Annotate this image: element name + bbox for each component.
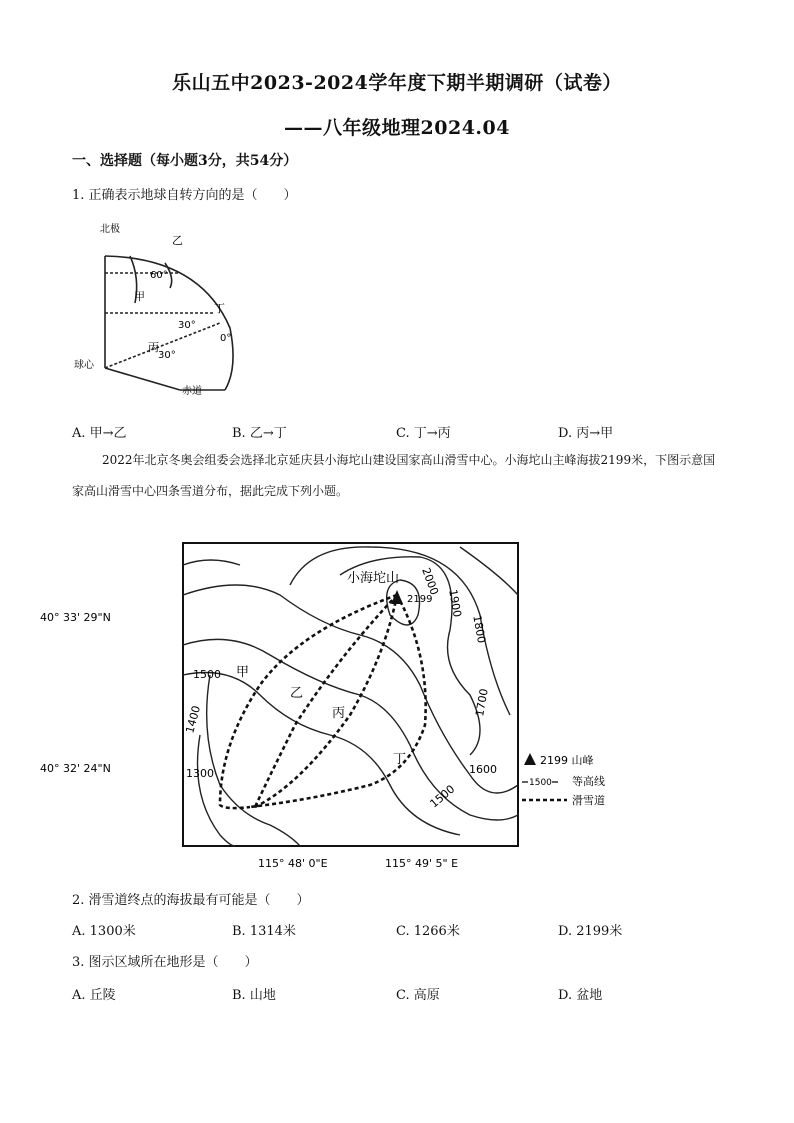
legend-peak-icon	[524, 753, 536, 765]
lon-left-label: 115° 48' 0"E	[258, 857, 328, 870]
section-heading: 一、选择题（每小题3分，共54分）	[72, 153, 298, 169]
question-3-stem: 3. 图示区域所在地形是（ ）	[72, 955, 258, 970]
lat-bottom-label: 40° 32' 24"N	[40, 762, 111, 775]
q2-option-b[interactable]: B. 1314米	[232, 924, 296, 939]
equator-label: 赤道	[182, 386, 202, 397]
contour-label-1500-east: 1500	[427, 782, 458, 811]
q3-option-a[interactable]: A. 丘陵	[72, 988, 116, 1003]
contour-label-1400: 1400	[183, 704, 204, 735]
meridian-arc	[105, 256, 233, 390]
contour-label-1800: 1800	[470, 614, 489, 645]
contour-label-1900: 1900	[446, 588, 464, 619]
radius-to-equator	[105, 368, 180, 390]
label-jia: 甲	[134, 290, 145, 303]
lon0-label: 0°	[220, 333, 232, 344]
lon-right-label: 115° 49' 5" E	[385, 857, 459, 870]
question-2-stem: 2. 滑雪道终点的海拔最有可能是（ ）	[72, 893, 310, 908]
contour-label-2000: 2000	[419, 565, 441, 597]
north-pole-label: 北极	[100, 224, 120, 235]
label-ding: 丁	[214, 302, 225, 315]
contour-label-1600: 1600	[469, 763, 497, 776]
q2-option-d[interactable]: D. 2199米	[558, 924, 623, 939]
equator-dash	[105, 323, 220, 368]
run-label-yi: 乙	[290, 686, 304, 701]
lat30b-label: 30°	[158, 350, 176, 361]
legend-ski-label: 滑雪道	[572, 794, 605, 807]
run-label-jia: 甲	[236, 665, 250, 680]
q1-option-d[interactable]: D. 丙→甲	[558, 426, 614, 441]
q3-option-c[interactable]: C. 高原	[396, 988, 440, 1003]
q1-option-a[interactable]: A. 甲→乙	[72, 426, 127, 441]
q1-option-b[interactable]: B. 乙→丁	[232, 426, 287, 441]
q3-option-b[interactable]: B. 山地	[232, 988, 276, 1003]
q1-option-c[interactable]: C. 丁→丙	[396, 426, 451, 441]
legend-peak-label: 2199 山峰	[540, 754, 594, 767]
run-label-ding: 丁	[393, 752, 407, 767]
peak-elev-label: 2199	[407, 594, 433, 605]
q3-option-d[interactable]: D. 盆地	[558, 988, 603, 1003]
page-subtitle: ——八年级地理2024.04	[284, 117, 510, 139]
earth-rotation-figure	[70, 218, 250, 403]
legend-contour-sample: 1500	[529, 778, 552, 788]
lat60-label: 60°	[150, 270, 168, 281]
lat-top-label: 40° 33' 29"N	[40, 611, 111, 624]
q2-option-c[interactable]: C. 1266米	[396, 924, 460, 939]
question-1-stem: 1. 正确表示地球自转方向的是（ ）	[72, 188, 297, 203]
peak-name-label: 小海坨山	[347, 571, 400, 586]
q2-option-a[interactable]: A. 1300米	[72, 924, 136, 939]
contour-label-1300: 1300	[186, 767, 214, 780]
contour-label-1500-west: 1500	[193, 668, 221, 681]
legend-contour-label: 等高线	[572, 775, 605, 788]
material-paragraph: 2022年北京冬奥会组委会选择北京延庆县小海坨山建设国家高山滑雪中心。小海坨山主峰海拔2199米，下图示意国家高山滑雪中心四条雪道分布，据此完成下列小题。	[72, 453, 716, 498]
contour-label-1700: 1700	[473, 687, 491, 718]
ski-contour-map	[40, 535, 680, 875]
run-label-bing: 丙	[332, 706, 346, 721]
page-title: 乐山五中2023-2024学年度下期半期调研（试卷）	[172, 72, 622, 94]
lat30a-label: 30°	[178, 320, 196, 331]
label-bing: 丙	[148, 341, 159, 354]
label-yi: 乙	[172, 234, 183, 247]
earth-center-label: 球心	[74, 360, 94, 371]
